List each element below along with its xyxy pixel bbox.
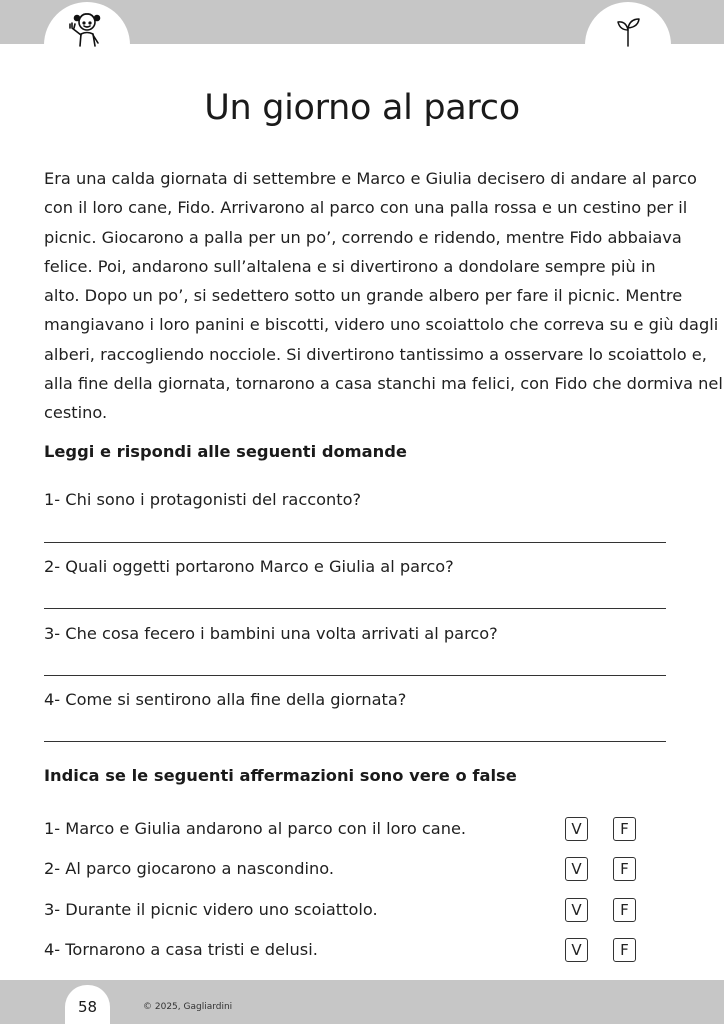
question-4: 4- Come si sentirono alla fine della giornata? (44, 690, 407, 709)
true-false-row (44, 898, 644, 924)
questions-heading: Leggi e rispondi alle seguenti domande (44, 442, 407, 461)
girl-waving-icon (62, 6, 110, 50)
page-number: 58 (77, 998, 98, 1016)
true-checkbox[interactable]: V (565, 938, 588, 962)
true-false-row (44, 857, 644, 883)
false-checkbox[interactable]: F (613, 857, 636, 881)
story-line: alla fine della giornata, tornarono a casa stanchi ma felici, con Fido che dormiva nel (44, 374, 723, 394)
story-text (44, 164, 723, 428)
true-checkbox[interactable]: V (565, 857, 588, 881)
statement-1: 1- Marco e Giulia andarono al parco con il loro cane. (44, 819, 467, 838)
question-1: 1- Chi sono i protagonisti del racconto? (44, 490, 362, 509)
true-checkbox[interactable]: V (565, 898, 588, 922)
statement-2: 2- Al parco giocarono a nascondino. (44, 859, 334, 878)
true-false-row (44, 938, 644, 964)
story-line: alto. Dopo un po’, si sedettero sotto un grande albero per fare il picnic. Mentre (44, 286, 683, 306)
story-line: mangiavano i loro panini e biscotti, videro uno scoiattolo che correva su e giù dagli (44, 315, 719, 335)
true-false-row (44, 817, 644, 843)
sprout-icon (614, 16, 642, 48)
page-title: Un giorno al parco (204, 88, 520, 128)
false-checkbox[interactable]: F (613, 898, 636, 922)
story-line: Era una calda giornata di settembre e Marco e Giulia decisero di andare al parco (44, 169, 697, 188)
copyright-text: © 2025, Gagliardini (143, 1002, 233, 1012)
answer-line-1[interactable] (44, 542, 666, 543)
story-line: alberi, raccogliendo nocciole. Si divertirono tantissimo a osservare lo scoiattolo e, (44, 344, 707, 364)
question-3: 3- Che cosa fecero i bambini una volta arrivati al parco? (44, 624, 498, 643)
answer-line-3[interactable] (44, 675, 666, 676)
true-checkbox[interactable]: V (565, 817, 588, 841)
statement-4: 4- Tornarono a casa tristi e delusi. (44, 940, 318, 959)
answer-line-2[interactable] (44, 608, 666, 609)
answer-line-4[interactable] (44, 741, 666, 742)
true-false-heading: Indica se le seguenti affermazioni sono vere o false (44, 766, 517, 785)
story-line: con il loro cane, Fido. Arrivarono al parco con una palla rossa e un cestino per il (44, 198, 688, 218)
statement-3: 3- Durante il picnic videro uno scoiattolo. (44, 900, 378, 919)
story-line: cestino. (44, 403, 108, 423)
false-checkbox[interactable]: F (613, 938, 636, 962)
story-line: felice. Poi, andarono sull’altalena e si divertirono a dondolare sempre più in (44, 256, 656, 276)
false-checkbox[interactable]: F (613, 817, 636, 841)
story-line: picnic. Giocarono a palla per un po’, correndo e ridendo, mentre Fido abbaiava (44, 227, 682, 247)
question-2: 2- Quali oggetti portarono Marco e Giulia al parco? (44, 557, 454, 576)
